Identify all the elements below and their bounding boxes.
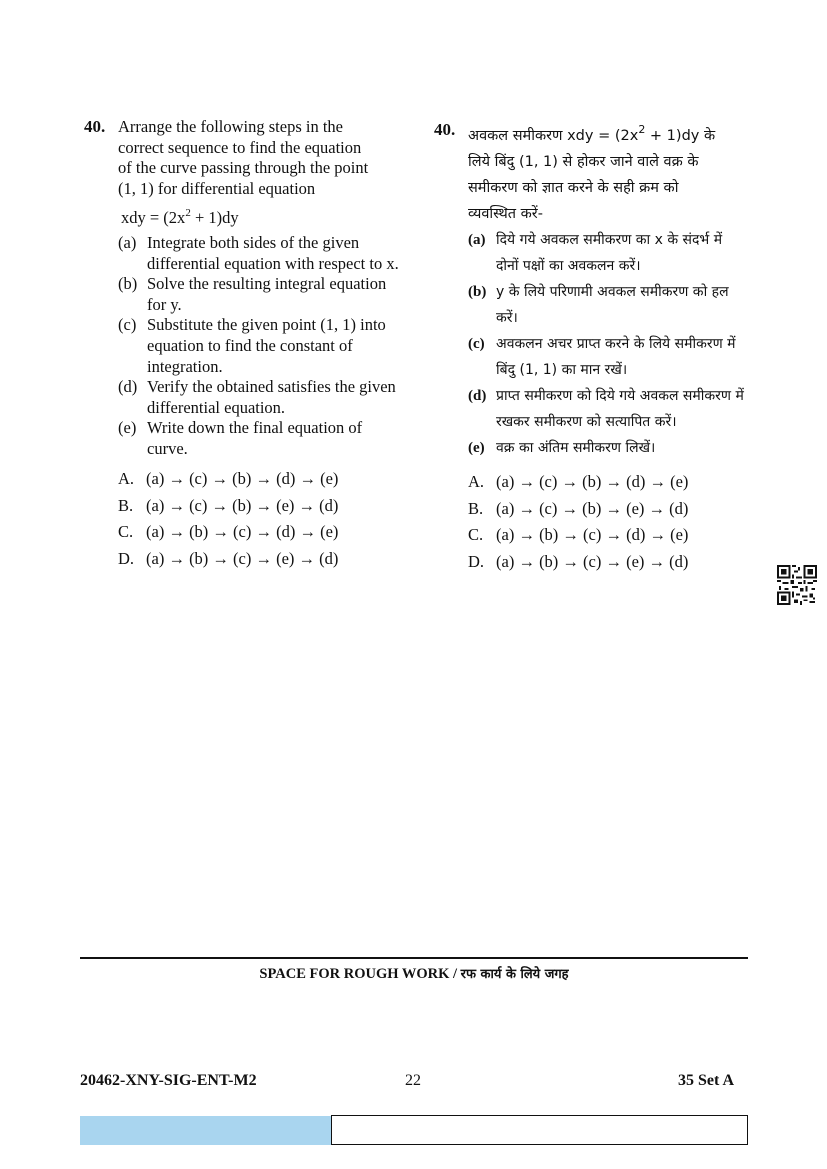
footer-blank-box — [331, 1115, 748, 1145]
question-40-hindi — [434, 117, 744, 575]
page-number: 22 — [405, 1072, 421, 1089]
step-item: (c) Substitute the given point (1, 1) into equation to find the constant of integration. — [118, 315, 386, 376]
stem-line: लिये बिंदु (1, 1) से होकर जाने वाले वक्र के — [468, 154, 699, 170]
footer-color-bar — [80, 1116, 331, 1145]
step-item: (e) Write down the final equation of curve. — [118, 418, 363, 458]
step-list — [118, 233, 404, 460]
set-label: 35 Set A — [678, 1072, 734, 1089]
stem-line: व्यवस्थित करें- — [468, 206, 543, 222]
step-item: (a) दिये गये अवकल समीकरण का x के संदर्भ में दोनों पक्षों का अवकलन करें। — [468, 232, 723, 274]
option-c: C. (a) → (b) → (c) → (d) → (e) — [118, 522, 339, 542]
step-item: (d) Verify the obtained satisfies the given differential equation. — [118, 377, 396, 417]
section-divider — [80, 957, 748, 959]
stem-line: of the curve passing through the point — [118, 158, 369, 178]
option-d: D. (a) → (b) → (c) → (e) → (d) — [118, 548, 339, 568]
option-d: D. (a) → (b) → (c) → (e) → (d) — [468, 551, 689, 571]
question-40-english — [84, 117, 404, 573]
stem-line: correct sequence to find the equation — [118, 137, 362, 157]
option-c: C. (a) → (b) → (c) → (d) → (e) — [468, 525, 689, 545]
step-item: (b) Solve the resulting integral equation for y. — [118, 274, 387, 314]
step-item: (e) वक्र का अंतिम समीकरण लिखें। — [468, 440, 656, 456]
step-item: (d) प्राप्त समीकरण को दिये गये अवकल समीकरण में रखकर समीकरण को सत्यापित करें। — [468, 388, 744, 430]
qr-code-icon — [777, 565, 817, 605]
step-item: (c) अवकलन अचर प्राप्त करने के लिये समीकरण में बिंदु (1, 1) का मान रखें। — [468, 336, 736, 378]
answer-options — [468, 469, 744, 575]
question-number: 40. — [434, 120, 456, 139]
option-b: B. (a) → (c) → (b) → (e) → (d) — [468, 498, 689, 518]
option-a: A. (a) → (c) → (b) → (d) → (e) — [468, 472, 689, 492]
stem-line: समीकरण को ज्ञात करने के सही क्रम को — [468, 180, 679, 196]
step-list — [468, 227, 744, 461]
differential-equation: xdy = $(2x^2 + 1)dy$ — [121, 207, 239, 228]
answer-options — [118, 467, 404, 573]
question-number: 40. — [84, 117, 106, 136]
option-b: B. (a) → (c) → (b) → (e) → (d) — [118, 495, 339, 515]
stem-line: Arrange the following steps in the — [118, 117, 343, 136]
option-a: A. (a) → (c) → (b) → (d) → (e) — [118, 469, 339, 489]
paper-code: 20462-XNY-SIG-ENT-M2 — [80, 1072, 257, 1089]
stem-line: अवकल समीकरण xdy = $(2x^2 + 1)dy$ के — [468, 123, 716, 144]
question-stem — [468, 117, 744, 227]
rough-work-heading: SPACE FOR ROUGH WORK / रफ कार्य के लिये जगह — [259, 966, 569, 982]
step-item: (a) Integrate both sides of the given differential equation with respect to x. — [118, 232, 399, 273]
question-stem — [118, 117, 404, 199]
step-item: (b) y के लिये परिणामी अवकल समीकरण को हल करें। — [468, 284, 729, 326]
stem-line: (1, 1) for differential equation — [118, 178, 316, 198]
